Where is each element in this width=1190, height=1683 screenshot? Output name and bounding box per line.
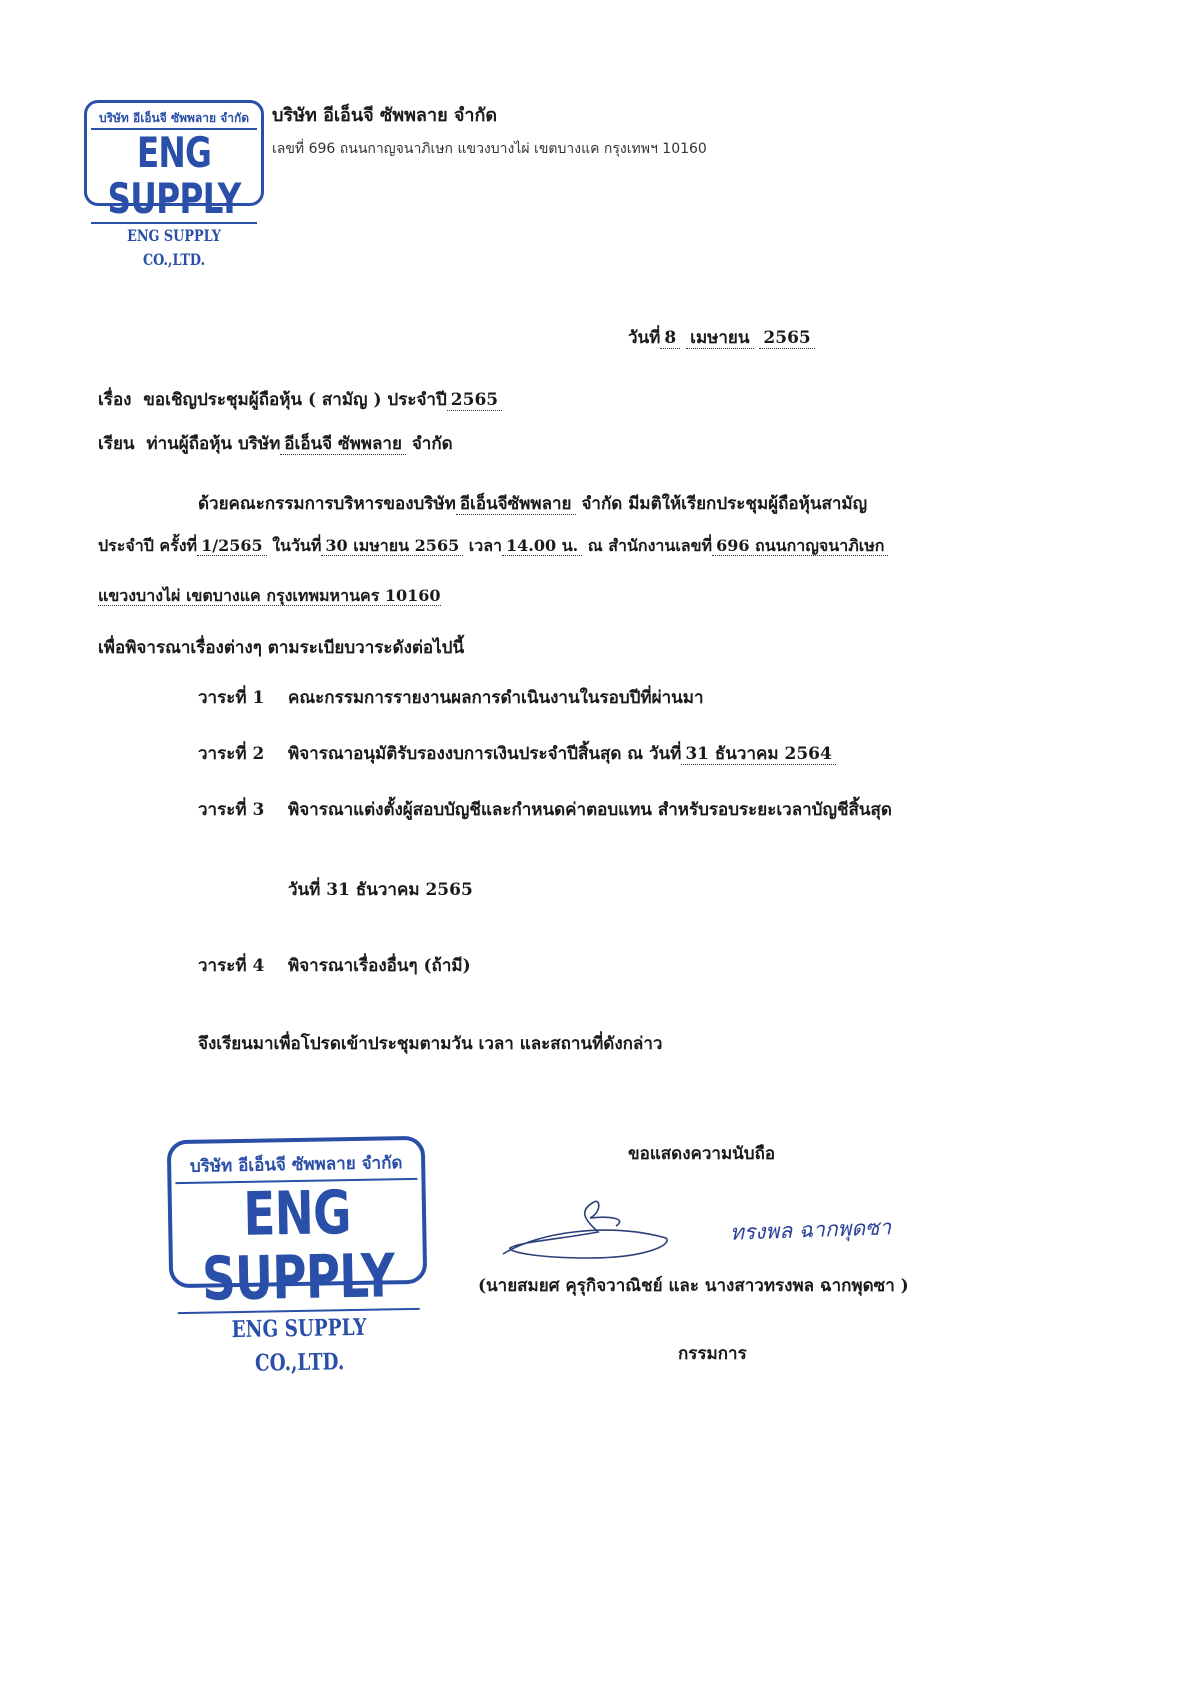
agenda-item-3: วาระที่ 3 พิจารณาแต่งตั้งผู้สอบบัญชีและกำหนดค่าตอบแทน สำหรับรอบระยะเวลาบัญชีสิ้นสุด [198,800,892,820]
body-line-3: แขวงบางไผ่ เขตบางแค กรุงเทพมหานคร 10160 [98,586,441,605]
company-stamp-footer [167,1136,428,1377]
company-name: บริษัท อีเอ็นจี ซัพพลาย จำกัด [272,105,498,126]
regards-text: ขอแสดงความนับถือ [628,1144,776,1164]
closing-line: จึงเรียนมาเพื่อโปรดเข้าประชุมตามวัน เวลา และสถานที่ดังกล่าว [198,1034,663,1054]
stamp-logo-text: ENG SUPPLY [201,1178,395,1315]
stamp-thai-name: บริษัท อีเอ็นจี ซัพพลาย จำกัด [98,111,250,125]
signatory-title: กรรมการ [678,1344,747,1364]
recipient-line: เรียน ท่านผู้ถือหุ้น บริษัท อีเอ็นจี ซัพพลาย จำกัด [98,434,453,454]
subject-line: เรื่อง ขอเชิญประชุมผู้ถือหุ้น ( สามัญ ) ประจำปี 2565 [98,386,502,413]
signature-1 [498,1192,678,1272]
stamp-logo-text: ENG SUPPLY [107,128,241,223]
stamp-thai-name: บริษัท อีเอ็นจี ซัพพลาย จำกัด [189,1153,403,1177]
company-stamp-header [84,100,264,269]
company-address: เลขที่ 696 ถนนกาญจนาภิเษก แขวงบางไผ่ เขตบางแค กรุงเทพฯ 10160 [272,141,707,157]
agenda-item-3-cont: วันที่ 31 ธันวาคม 2565 [288,880,473,900]
agenda-item-2: วาระที่ 2 พิจารณาอนุมัติรับรองงบการเงินประจำปีสิ้นสุด ณ วันที่ 31 ธันวาคม 2564 [198,740,836,767]
body-line-4: เพื่อพิจารณาเรื่องต่างๆ ตามระเบียบวาระดังต่อไปนี้ [98,638,465,658]
body-line-1: ด้วยคณะกรรมการบริหารของบริษัท อีเอ็นจีซัพพลาย จำกัด มีมติให้เรียกประชุมผู้ถือหุ้นสามัญ [198,494,868,514]
agenda-item-1: วาระที่ 1 คณะกรรมการรายงานผลการดำเนินงานในรอบปีที่ผ่านมา [198,688,704,708]
stamp-english-name: ENG SUPPLY CO.,LTD. [231,1313,367,1377]
signature-2: ทรงพล ฉากพุดซา [729,1215,892,1245]
letter-date: วันที่ 8 เมษายน 2565 [628,324,815,351]
body-line-2: ประจำปี ครั้งที่ 1/2565 ในวันที่ 30 เมษายน 2565 เวลา 14.00 น. ณ สำนักงานเลขที่ 696 ถนนกาญจนาภิเษก [98,534,888,559]
stamp-english-name: ENG SUPPLY CO.,LTD. [127,226,221,269]
signatory-names: (นายสมยศ คุรุกิจวาณิชย์ และ นางสาวทรงพล ฉากพุดซา ) [478,1276,909,1296]
agenda-item-4: วาระที่ 4 พิจารณาเรื่องอื่นๆ (ถ้ามี) [198,956,471,976]
